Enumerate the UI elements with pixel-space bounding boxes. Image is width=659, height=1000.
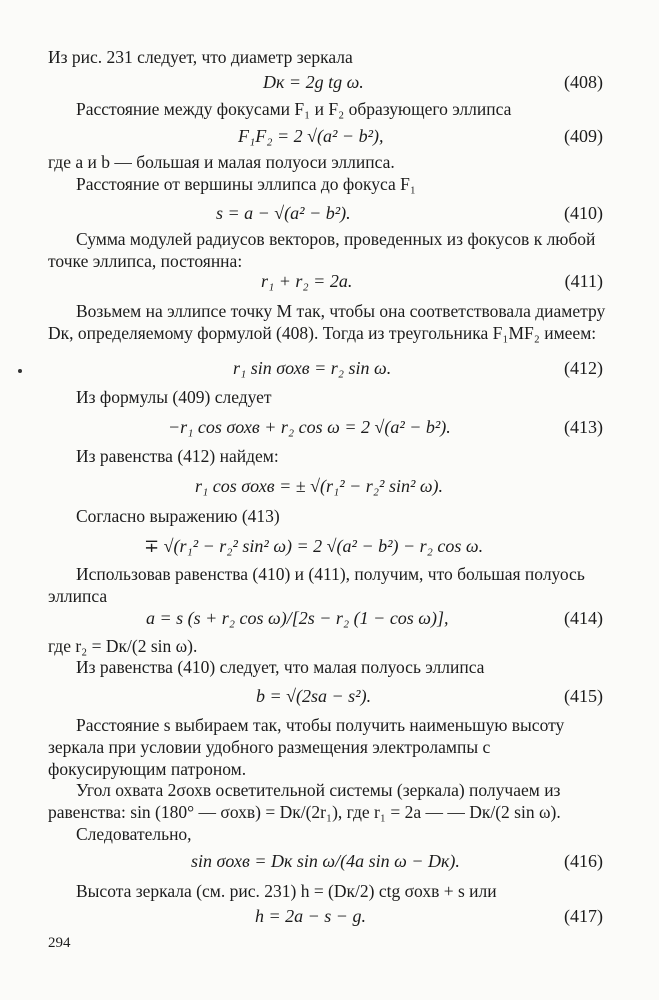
equation-415 bbox=[48, 684, 603, 708]
formula: b = √(2sa − s²). bbox=[256, 686, 372, 706]
equation-412 bbox=[48, 356, 603, 380]
equation-416 bbox=[48, 849, 603, 873]
formula: r₁ cos σохв = ± √(r₁² − r₂² sin² ω). bbox=[195, 476, 444, 496]
equation-number: (410) bbox=[564, 203, 603, 223]
paragraph: где a и b — большая и малая полуоси эллипса. bbox=[48, 152, 395, 172]
formula: Dк = 2g tg ω. bbox=[263, 72, 364, 92]
equation-number: (416) bbox=[564, 851, 603, 871]
equation-number: (412) bbox=[564, 358, 603, 378]
equation-number: (413) bbox=[564, 417, 603, 437]
formula: r₁ sin σохв = r₂ sin ω. bbox=[233, 358, 392, 378]
equation-number: (409) bbox=[564, 126, 603, 146]
equation-unnumbered bbox=[48, 534, 603, 558]
paragraph: Согласно выражению (413) bbox=[76, 506, 280, 526]
paragraph: Возьмем на эллипсе точку M так, чтобы она соответствовала диаметру Dк, определяемому формулой (408). Тогда из треугольника F₁MF₂ имеем: bbox=[48, 301, 606, 343]
formula: s = a − √(a² − b²). bbox=[216, 203, 351, 223]
equation-410 bbox=[48, 201, 603, 225]
equation-unnumbered bbox=[48, 474, 603, 498]
paragraph: Высота зеркала (см. рис. 231) h = (Dк/2) ctg σохв + s или bbox=[76, 881, 497, 901]
equation-411 bbox=[48, 269, 603, 293]
paragraph: Из равенства (410) следует, что малая полуось эллипса bbox=[76, 657, 485, 677]
equation-number: (411) bbox=[564, 271, 603, 291]
equation-number: (414) bbox=[564, 608, 603, 628]
formula: sin σохв = Dк sin ω/(4a sin ω − Dк). bbox=[191, 851, 460, 871]
formula: a = s (s + r₂ cos ω)/[2s − r₂ (1 − cos ω)], bbox=[146, 608, 449, 628]
formula: h = 2a − s − g. bbox=[255, 906, 366, 926]
paragraph: Угол охвата 2σохв осветительной системы (зеркала) получаем из равенства: sin (180° — σохв) = Dк/(2r₁), где r₁ = 2a — — Dк/(2 sin ω). bbox=[48, 780, 561, 822]
formula: r₁ + r₂ = 2a. bbox=[261, 271, 353, 291]
paragraph: Из равенства (412) найдем: bbox=[76, 446, 279, 466]
paragraph: Расстояние от вершины эллипса до фокуса F₁ bbox=[76, 174, 416, 194]
paragraph: где r₂ = Dк/(2 sin ω). bbox=[48, 636, 198, 656]
formula: F₁F₂ = 2 √(a² − b²), bbox=[238, 126, 384, 146]
equation-413 bbox=[48, 415, 603, 439]
equation-409 bbox=[48, 124, 603, 148]
page-number: 294 bbox=[48, 935, 71, 951]
paragraph: Из рис. 231 следует, что диаметр зеркала bbox=[48, 47, 353, 67]
paragraph: Использовав равенства (410) и (411), получим, что большая полуось эллипса bbox=[48, 564, 585, 606]
paragraph: Сумма модулей радиусов векторов, проведенных из фокусов к любой точке эллипса, постоянна: bbox=[48, 229, 596, 271]
equation-414 bbox=[48, 606, 603, 630]
equation-408 bbox=[48, 70, 603, 94]
paragraph: Расстояние s выбираем так, чтобы получить наименьшую высоту зеркала при условии удобного размещения электролампы с фокусирующим патроном. bbox=[48, 715, 565, 779]
paragraph: Расстояние между фокусами F₁ и F₂ образующего эллипса bbox=[76, 99, 512, 119]
paragraph: Следовательно, bbox=[76, 824, 192, 844]
equation-number: (417) bbox=[564, 906, 603, 926]
equation-417 bbox=[48, 904, 603, 928]
formula: −r₁ cos σохв + r₂ cos ω = 2 √(a² − b²). bbox=[168, 417, 451, 437]
equation-number: (415) bbox=[564, 686, 603, 706]
print-speck bbox=[18, 369, 22, 373]
equation-number: (408) bbox=[564, 72, 603, 92]
formula: ∓ √(r₁² − r₂² sin² ω) = 2 √(a² − b²) − r₂ cos ω. bbox=[144, 536, 484, 556]
paragraph: Из формулы (409) следует bbox=[76, 387, 272, 407]
